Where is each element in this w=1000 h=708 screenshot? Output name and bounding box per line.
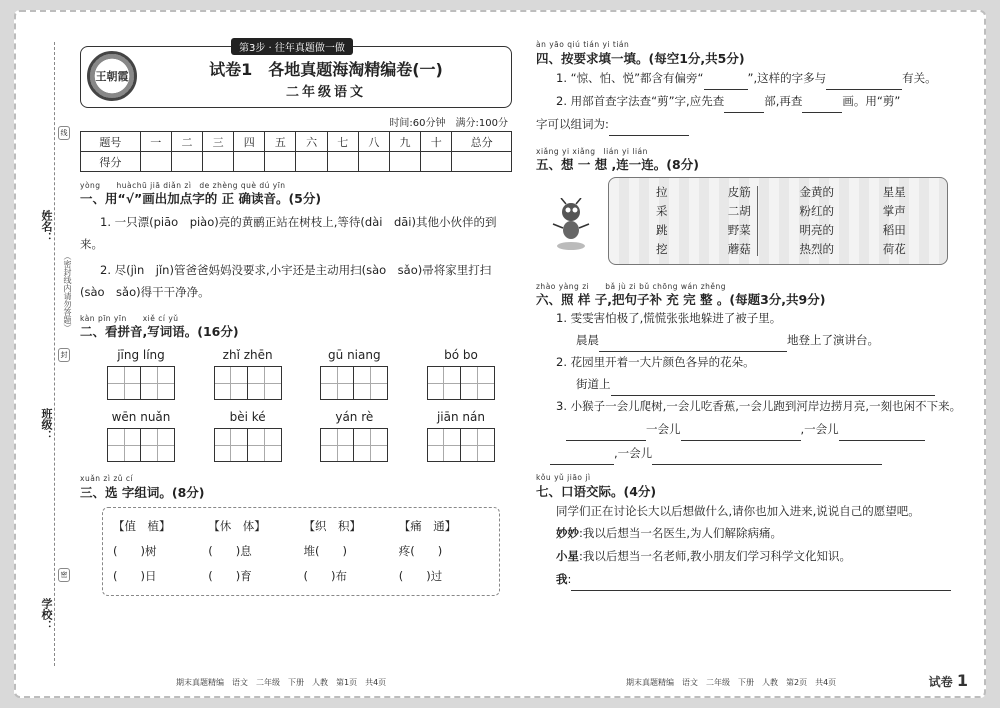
q-text: 有关。 (902, 71, 937, 85)
word-blank[interactable]: ( )树 (113, 544, 157, 558)
writing-grid[interactable] (427, 428, 495, 462)
section-7-intro: 同学们正在讨论长大以后想做什么,请你也加入进来,说说自己的愿望吧。 (556, 504, 920, 518)
answer-blank[interactable] (839, 427, 925, 441)
paper-label: 试卷 (928, 675, 953, 689)
answer-blank[interactable] (724, 99, 764, 113)
word-choice-row-1 (113, 539, 489, 564)
left-column (80, 42, 512, 596)
score-cell[interactable] (140, 152, 171, 172)
score-header-cell: 十 (421, 132, 452, 152)
word-pair: 【痛 通】 (398, 519, 457, 533)
answer-blank[interactable] (704, 76, 748, 90)
answer-blank[interactable] (609, 122, 689, 136)
pinyin-item (207, 348, 289, 400)
right-column (536, 40, 974, 591)
match-item[interactable]: 皮筋 (727, 185, 751, 199)
section-4-pinyin: àn yāo qiú tián yi tián (536, 40, 630, 49)
word-choice-row-2 (113, 564, 489, 589)
school-label: 学校： (40, 598, 53, 631)
seal-note: （密封线内请勿答题） (63, 252, 72, 332)
section-6-q2: 2. 花园里开着一大片颜色各异的花朵。 (556, 355, 755, 369)
footer-left: 期末真题精编 语文 二年级 下册 人教 第1页 共4页 (176, 678, 387, 687)
section-2-title: 二、看拼音,写词语。(16分) (80, 324, 239, 339)
section-5-pinyin: xiǎng yi xiǎng lián yi lián (536, 147, 648, 156)
footer-right: 期末真题精编 语文 二年级 下册 人教 第2页 共4页 (626, 678, 837, 687)
writing-grid[interactable] (320, 366, 388, 400)
name-label: 姓名： (40, 210, 53, 243)
paper-num: 1 (956, 671, 968, 690)
writing-grid[interactable] (107, 428, 175, 462)
section-4-q2-cont (536, 113, 974, 136)
dialogue-line-1 (536, 522, 974, 545)
dialogue-text: :我以后想当一名医生,为人们解除病痛。 (579, 526, 783, 540)
score-cell[interactable] (421, 152, 452, 172)
section-5-heading (536, 146, 974, 173)
pinyin-item (420, 410, 502, 462)
section-6-q3-answer-2 (536, 441, 974, 465)
score-row-label: 得分 (81, 152, 141, 172)
word-blank[interactable]: ( )息 (208, 544, 252, 558)
answer-blank[interactable] (599, 338, 787, 352)
match-item[interactable]: 热烈的 (799, 242, 834, 256)
answer-blank[interactable] (611, 382, 935, 396)
q-text: 地登上了演讲台。 (787, 333, 879, 347)
q-text: 字可以组词为: (536, 117, 609, 131)
match-item[interactable]: 金黄的 (799, 185, 834, 199)
section-3-heading (80, 474, 512, 501)
section-4-heading (536, 40, 974, 67)
word-blank[interactable]: ( )过 (398, 569, 443, 583)
writing-grid[interactable] (107, 366, 175, 400)
section-4-title: 四、按要求填一填。(每空1分,共5分) (536, 51, 745, 66)
score-header-cell: 题号 (81, 132, 141, 152)
matching-divider (757, 186, 758, 256)
match-item[interactable]: 稻田 (882, 223, 906, 237)
word-blank[interactable]: 堆( ) (303, 544, 347, 558)
match-item[interactable]: 采 (656, 204, 668, 218)
section-6-q2-answer (536, 373, 974, 396)
answer-blank[interactable] (566, 427, 646, 441)
score-header-cell: 七 (327, 132, 358, 152)
section-1-q2: 2. 尽(jìn jǐn)管爸爸妈妈没要求,小宇还是主动用扫(sào sǎo)帚将家里打扫(sào sǎo)得干干净净。 (80, 263, 492, 299)
speaker-name: 妙妙 (556, 526, 579, 540)
q-text: 2. 用部首查字法查“剪”字,应先查 (556, 94, 725, 108)
match-item[interactable]: 拉 (656, 185, 668, 199)
seal-ring-seal: 封 (58, 348, 70, 362)
score-cell[interactable] (203, 152, 234, 172)
seal-ring-line: 线 (58, 126, 70, 140)
section-3-title: 三、选 字组词。(8分) (80, 485, 205, 500)
binding-margin (16, 12, 80, 696)
score-table-score-row (81, 152, 512, 172)
score-cell[interactable] (171, 152, 202, 172)
class-label: 班级： (40, 408, 53, 441)
q-text: 部,再查 (764, 94, 803, 108)
answer-blank[interactable] (571, 577, 951, 591)
matching-box (608, 177, 948, 265)
q-text: 一会儿 (646, 422, 681, 436)
section-6-pinyin: zhào yàng zi bǎ jù zi bǔ chōng wán zhěng (536, 282, 727, 291)
pinyin-item (100, 410, 182, 462)
q-text: 晨晨 (576, 333, 599, 347)
dialogue-text: :我以后想当一名老师,教小朋友们学习科学文化知识。 (579, 549, 852, 563)
q-text: ,一会儿 (800, 422, 839, 436)
pinyin-row-1 (100, 348, 502, 400)
match-item[interactable]: 荷花 (882, 242, 906, 256)
section-1-heading (80, 180, 512, 207)
seal-ring-secret: 密 (58, 568, 70, 582)
answer-blank[interactable] (550, 451, 614, 465)
section-7-title: 七、口语交际。(4分) (536, 484, 657, 499)
writing-grid[interactable] (214, 428, 282, 462)
writing-grid[interactable] (320, 428, 388, 462)
answer-blank[interactable] (802, 99, 842, 113)
section-6-q3: 3. 小猴子一会儿爬树,一会儿吃香蕉,一会儿跑到河岸边捞月亮,一刻也闲不下来。 (556, 399, 962, 413)
step-badge: 第3步 · 往年真题做一做 (231, 38, 353, 55)
pinyin-item (313, 410, 395, 462)
match-item[interactable]: 跳 (656, 223, 668, 237)
section-6-q1-answer (536, 329, 974, 352)
score-header-cell: 五 (265, 132, 296, 152)
section-1-pinyin: yòng huàchū jiā diǎn zì de zhèng què dú yīn (80, 181, 286, 190)
pinyin-text: wēn nuǎn (111, 410, 171, 424)
pinyin-item (100, 348, 182, 400)
word-blank[interactable]: ( )布 (303, 569, 347, 583)
section-4-q2 (536, 90, 974, 113)
q-text: 1. “惊、怕、悦”都含有偏旁“ (556, 71, 704, 85)
pinyin-item (313, 348, 395, 400)
match-item[interactable]: 二胡 (727, 204, 751, 218)
section-5-title: 五、想 一 想 ,连一连。(8分) (536, 157, 699, 172)
exam-meta: 时间:60分钟 满分:100分 (389, 118, 508, 129)
score-header-cell: 八 (358, 132, 389, 152)
score-header-cell: 六 (296, 132, 327, 152)
pinyin-text: bèi ké (229, 410, 266, 424)
pinyin-item (420, 348, 502, 400)
word-blank[interactable]: ( )日 (113, 569, 157, 583)
match-item[interactable]: 星星 (882, 185, 906, 199)
score-header-cell: 四 (234, 132, 265, 152)
word-choice-heads (113, 514, 489, 539)
word-pair: 【休 体】 (208, 519, 266, 533)
match-item[interactable]: 明亮的 (799, 223, 834, 237)
brand-logo: 王朝霞 (87, 51, 137, 101)
section-6-q3-answer-1 (536, 417, 974, 441)
word-blank[interactable]: ( )育 (208, 569, 252, 583)
word-pair: 【值 植】 (113, 519, 171, 533)
score-cell[interactable] (327, 152, 358, 172)
score-header-cell: 三 (203, 132, 234, 152)
score-header-cell: 二 (171, 132, 202, 152)
section-2-heading (80, 313, 512, 340)
ant-illustration-icon (549, 198, 593, 252)
exam-title: 试卷1 各地真题海淘精编卷(一) (209, 60, 443, 79)
exam-sheet (14, 10, 986, 698)
q-text: ”,这样的字多与 (747, 71, 827, 85)
speaker-name: 我 (556, 572, 568, 586)
pinyin-text: yán rè (335, 410, 374, 424)
pinyin-item (207, 410, 289, 462)
writing-grid[interactable] (214, 366, 282, 400)
exam-subtitle: 二年级语文 (285, 85, 366, 100)
score-table-header-row (81, 132, 512, 152)
match-item[interactable]: 野菜 (727, 223, 751, 237)
dialogue-line-3 (536, 568, 974, 591)
matching-grid (623, 184, 933, 257)
q-text: 画。用“剪” (842, 94, 901, 108)
section-4-q1 (536, 67, 974, 90)
pinyin-text: gū niang (328, 348, 381, 362)
section-1-title: 一、用“√”画出加点字的 正 确读音。(5分) (80, 191, 322, 206)
section-6-q1: 1. 雯雯害怕极了,慌慌张张地躲进了被子里。 (556, 311, 782, 325)
section-1-q1: 1. 一只漂(piāo piào)亮的黄鹂正站在树枝上,等待(dài dāi)其他小伙伴的到来。 (80, 215, 497, 251)
score-table (80, 131, 512, 172)
answer-blank[interactable] (681, 427, 801, 441)
section-2-pinyin: kàn pīn yīn xiě cí yǔ (80, 314, 179, 323)
section-7-pinyin: kǒu yǔ jiāo jì (536, 473, 591, 482)
word-blank[interactable]: 疼( ) (398, 544, 443, 558)
pinyin-text: bó bo (444, 348, 478, 362)
exam-header (80, 43, 512, 108)
section-6-title: 六、照 样 子,把句子补 充 完 整 。(每题3分,共9分) (536, 292, 826, 307)
match-item[interactable]: 蘑菇 (727, 242, 751, 256)
score-header-cell: 九 (389, 132, 420, 152)
answer-blank[interactable] (826, 76, 902, 90)
dialogue-line-2 (536, 545, 974, 568)
word-choice-box (102, 507, 500, 596)
match-item[interactable]: 挖 (656, 242, 668, 256)
score-cell[interactable] (389, 152, 420, 172)
q-text: 街道上 (576, 377, 611, 391)
section-7-heading (536, 473, 974, 500)
pinyin-row-2 (100, 410, 502, 462)
paper-number (929, 671, 968, 690)
score-cell[interactable] (234, 152, 265, 172)
pinyin-text: jīng líng (117, 348, 165, 362)
speaker-name: 小星 (556, 549, 579, 563)
dialogue-text: : (567, 572, 572, 586)
match-item[interactable]: 粉红的 (799, 204, 834, 218)
match-item[interactable]: 掌声 (882, 204, 906, 218)
score-cell[interactable] (358, 152, 389, 172)
answer-blank[interactable] (652, 451, 882, 465)
section-6-heading (536, 281, 974, 308)
q-text: ,一会儿 (614, 446, 653, 460)
score-header-cell: 一 (140, 132, 171, 152)
pinyin-text: jiān nán (436, 410, 485, 424)
seal-line (54, 42, 55, 666)
score-cell[interactable] (452, 152, 512, 172)
section-3-pinyin: xuǎn zì zǔ cí (80, 474, 134, 483)
pinyin-text: zhǐ zhēn (222, 348, 273, 362)
score-header-cell: 总分 (452, 132, 512, 152)
word-pair: 【织 积】 (303, 519, 361, 533)
score-cell[interactable] (296, 152, 327, 172)
writing-grid[interactable] (427, 366, 495, 400)
score-cell[interactable] (265, 152, 296, 172)
